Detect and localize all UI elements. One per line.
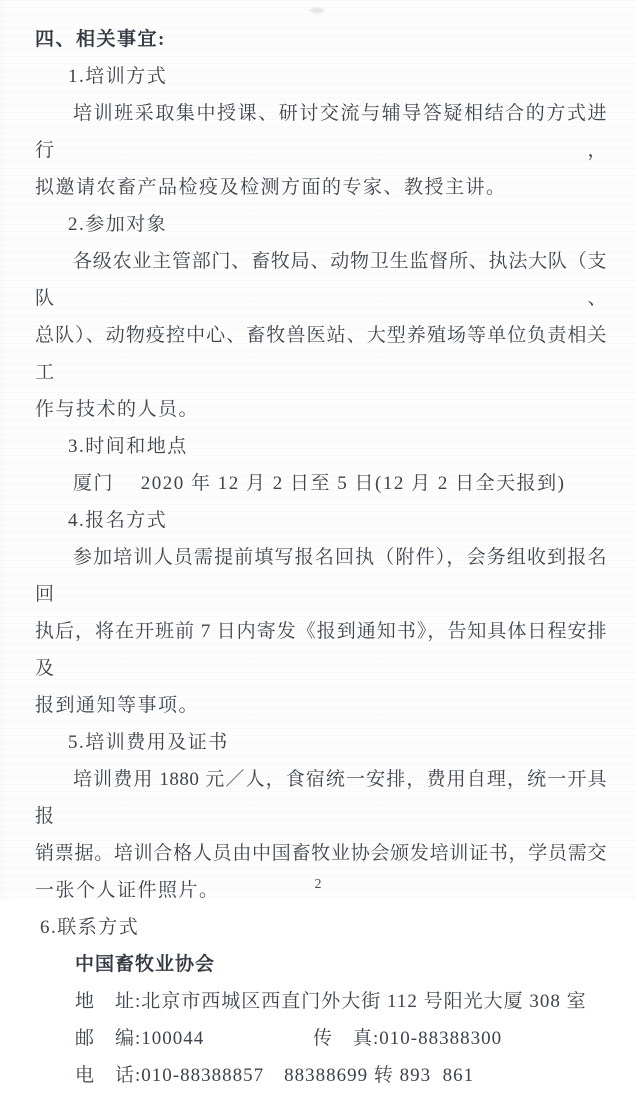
subsection-title-participants: 2.参加对象 xyxy=(68,214,168,235)
zip-pair xyxy=(75,1020,313,1057)
paragraph-line: 销票据。培训合格人员由中国畜牧业协会颁发培训证书，学员需交 xyxy=(35,843,607,864)
page-number: 2 xyxy=(314,877,322,892)
fax-value: 010-88388300 xyxy=(379,1028,503,1049)
fax-label: 传 真: xyxy=(313,1028,380,1049)
contact-phone-line xyxy=(75,1057,607,1094)
scan-artifact-smudge xyxy=(310,8,324,13)
paragraph-line: 执后，将在开班前 7 日内寄发《报到通知书》，告知具体日程安排及 xyxy=(35,621,607,679)
zip-label: 邮 编: xyxy=(75,1028,142,1049)
contact-address-line xyxy=(75,983,607,1020)
zip-value: 100044 xyxy=(141,1028,205,1049)
section-main-heading: 四、相关事宜: xyxy=(35,29,166,50)
paragraph-line-date-location: 厦门 2020 年 12 月 2 日至 5 日(12 月 2 日全天报到) xyxy=(73,473,566,494)
subsection-title-time-place: 3.时间和地点 xyxy=(68,436,188,457)
subsection-title-registration: 4.报名方式 xyxy=(68,510,168,531)
subsection-title-fees-certificate: 5.培训费用及证书 xyxy=(68,732,229,753)
paragraph-line: 培训班采取集中授课、研讨交流与辅导答疑相结合的方式进行， xyxy=(35,103,607,161)
paragraph-line: 作与技术的人员。 xyxy=(35,399,200,420)
subsection-title-training-method: 1.培训方式 xyxy=(68,66,168,87)
contact-zip-fax-line xyxy=(75,1020,607,1057)
contact-block xyxy=(75,946,607,1094)
fax-pair xyxy=(313,1020,502,1057)
subsection-title-contact: 6.联系方式 xyxy=(40,917,140,938)
address-value: 北京市西城区西直门外大街 112 号阳光大厦 308 室 xyxy=(141,991,587,1012)
organization-name: 中国畜牧业协会 xyxy=(75,954,216,975)
paragraph-line: 参加培训人员需提前填写报名回执（附件），会务组收到报名回 xyxy=(35,547,607,605)
paragraph-line: 总队）、动物疫控中心、畜牧兽医站、大型养殖场等单位负责相关工 xyxy=(35,325,607,383)
paragraph-line: 拟邀请农畜产品检疫及检测方面的专家、教授主讲。 xyxy=(35,177,507,198)
paragraph-line: 一张个人证件照片。 xyxy=(35,880,220,901)
paragraph-line: 各级农业主管部门、畜牧局、动物卫生监督所、执法大队（支队、 xyxy=(35,251,607,309)
address-label: 地 址: xyxy=(75,991,142,1012)
paragraph-line: 报到通知等事项。 xyxy=(35,695,200,716)
phone-value: 010-88388857 88388699 转 893 861 xyxy=(141,1065,475,1086)
paragraph-line: 培训费用 1880 元／人，食宿统一安排，费用自理，统一开具报 xyxy=(35,769,607,827)
phone-label: 电 话: xyxy=(75,1065,142,1086)
